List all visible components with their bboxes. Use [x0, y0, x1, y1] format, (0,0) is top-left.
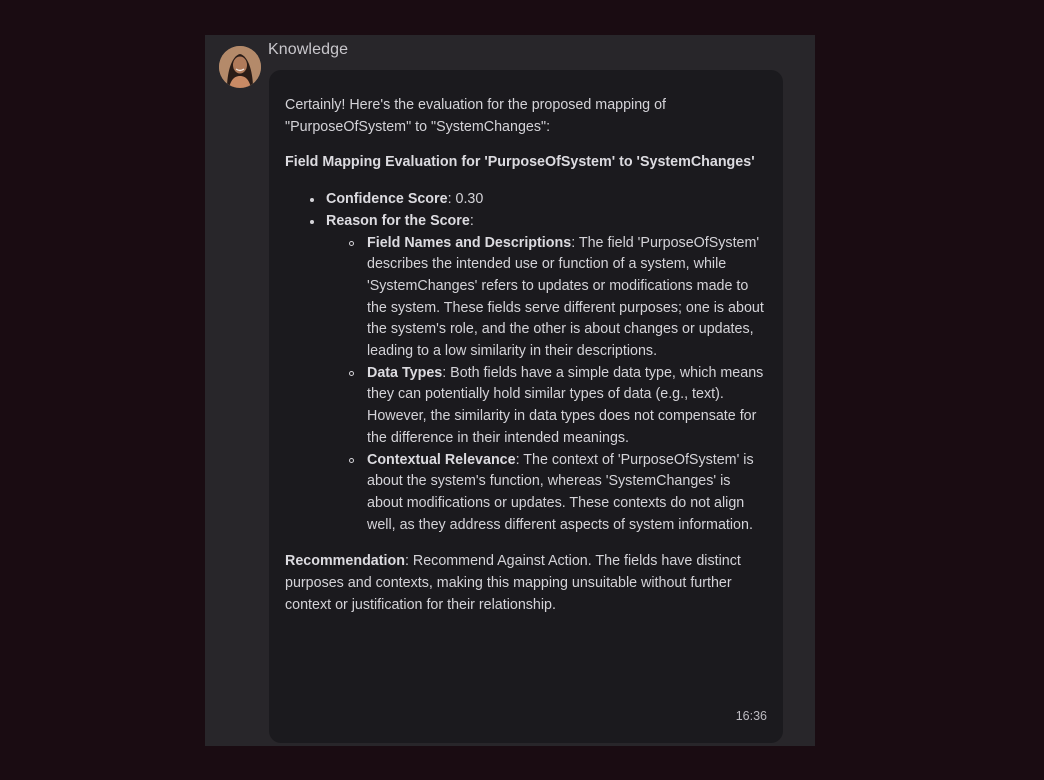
reason-item-text: : The field 'PurposeOfSystem' describes the intended use or function of a system, while 'SystemChanges' refers to updates or modifications made to the system. These fields serve different purposes; one is about the system's role, and the other is about changes or updates, leading to a low similarity in their descriptions.: [367, 234, 764, 360]
recommendation: [285, 551, 769, 616]
reason-item: [367, 233, 769, 363]
reason-item: [367, 363, 769, 450]
evaluation-list: [285, 189, 769, 536]
recommendation-text: : Recommend Against Action. The fields have distinct purposes and contexts, making this mapping unsuitable without further context or justification for their relationship.: [285, 553, 741, 613]
recommendation-label: Recommendation: [285, 553, 405, 570]
reason-item-text: : Both fields have a simple data type, which means they can potentially hold similar types of data (e.g., text). However, the similarity in data types does not compensate for the difference in their intended meanings.: [367, 364, 764, 446]
reason-label: Reason for the Score: [326, 212, 470, 229]
intro-text: Certainly! Here's the evaluation for the proposed mapping of "PurposeOfSystem" to "SystemChanges":: [285, 97, 667, 135]
reason-colon: :: [469, 212, 474, 229]
sender-name: Knowledge: [268, 41, 349, 58]
message-timestamp: 16:36: [735, 709, 767, 723]
reason-item: [367, 450, 769, 537]
list-item-reason: [326, 211, 769, 537]
reason-item-text: : The context of 'PurposeOfSystem' is about the system's function, whereas 'SystemChanges' is about modifications or updates. These contexts do not align well, as they address different aspects of system information.: [367, 451, 754, 533]
evaluation-heading: Field Mapping Evaluation for 'PurposeOfSystem' to 'SystemChanges': [285, 154, 755, 171]
reason-sublist: [326, 233, 769, 537]
avatar[interactable]: [219, 46, 261, 88]
reason-item-label: Contextual Relevance: [367, 451, 516, 468]
chat-panel: [205, 35, 815, 746]
confidence-label: Confidence Score: [326, 191, 448, 208]
message-bubble: [269, 70, 783, 743]
avatar-portrait-icon: [219, 46, 261, 88]
reason-item-label: Field Names and Descriptions: [367, 234, 572, 251]
reason-item-label: Data Types: [367, 364, 443, 381]
confidence-value: : 0.30: [447, 191, 484, 208]
message-content: [285, 95, 769, 616]
list-item-confidence: [326, 189, 769, 211]
